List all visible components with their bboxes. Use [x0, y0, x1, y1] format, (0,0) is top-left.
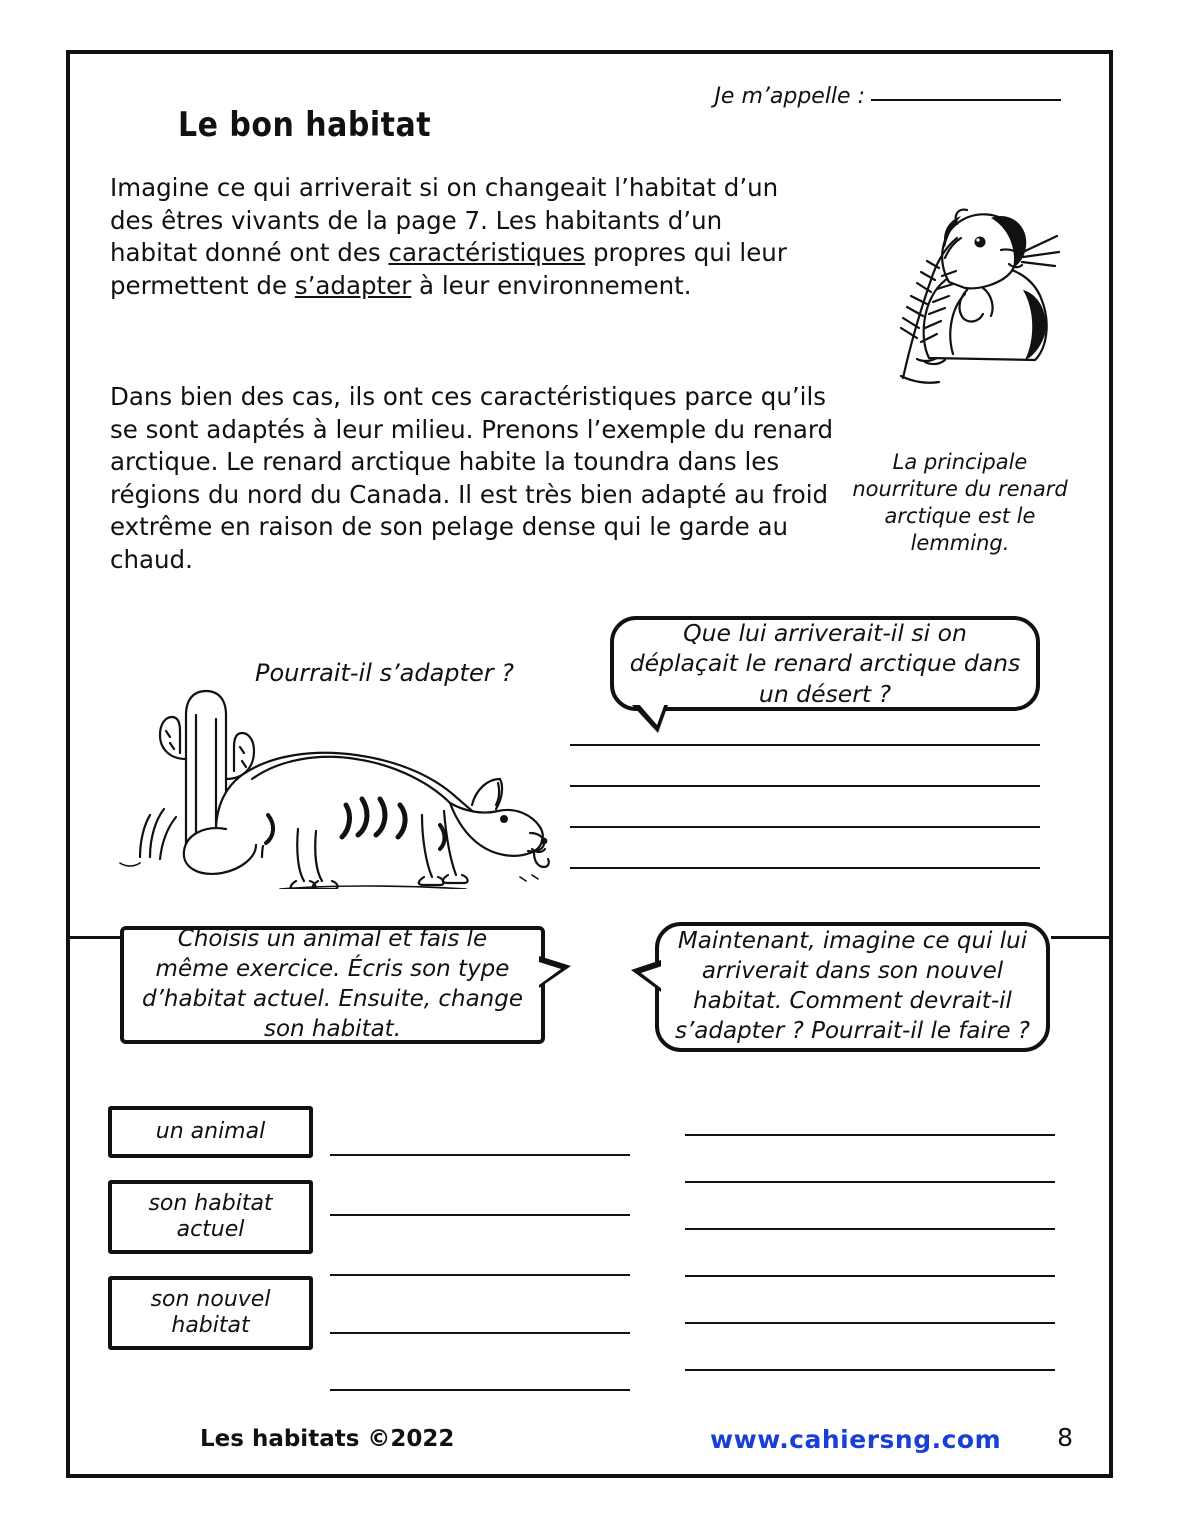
instruction-bubble-imagine [655, 922, 1050, 1052]
lemming-caption: La principale nourriture du renard arctique est le lemming. [852, 450, 1068, 555]
footer-website-link[interactable]: www.cahiersng.com [710, 1425, 1002, 1454]
intro-part-b: propres qui leur permettent de [110, 238, 787, 300]
page-title: Le bon habitat [178, 106, 432, 146]
bubble-tail-inner-icon [539, 962, 561, 985]
right-answer-line-5[interactable] [685, 1322, 1055, 1324]
right-answer-line-3[interactable] [685, 1228, 1055, 1230]
instruction-box-choose-animal [120, 926, 545, 1044]
student-name-label: Je m’appelle : [714, 84, 865, 109]
fox-paragraph: Dans bien des cas, ils ont ces caractéristiques parce qu’ils se sont adaptés à leur milieu. Prenons l’exemple du renard arctique. Le renard arctique habite la toundra dans les régions du nord du Canada. Il est très bien adapté au froid extrême en raison de son pelage dense qui le garde au chaud. [110, 382, 834, 574]
bubble-tail-inner-icon [641, 966, 662, 989]
label-new-habitat-text: son nouvel habitat [150, 1286, 271, 1338]
intro-paragraph [110, 172, 810, 302]
lemming-illustration [841, 162, 1081, 392]
right-answer-line-4[interactable] [685, 1275, 1055, 1277]
footer-copyright: Les habitats ©2022 [200, 1426, 455, 1452]
label-animal-text: un animal [155, 1118, 266, 1144]
instruction-choose-text: Choisis un animal et fais le même exercice. Écris son type d’habitat actuel. Ensuite, change son habitat. [141, 926, 523, 1042]
bubble-tail-inner-icon [638, 703, 665, 725]
intro-part-a: Imagine ce qui arriverait si on changeait l’habitat d’un des êtres vivants de la page 7. Les habitants d’un habitat donné ont des [110, 173, 779, 268]
student-name-blank[interactable] [871, 99, 1061, 101]
answer-line-2[interactable] [570, 785, 1040, 787]
speech-bubble-desert [610, 616, 1040, 711]
label-box-current-habitat [108, 1180, 313, 1254]
right-answer-line-6[interactable] [685, 1369, 1055, 1371]
answer-line-4[interactable] [570, 867, 1040, 869]
left-answer-line-1[interactable] [330, 1154, 630, 1156]
right-answer-line-2[interactable] [685, 1181, 1055, 1183]
answer-line-3[interactable] [570, 826, 1040, 828]
keyword-caracteristiques: caractéristiques [388, 238, 586, 268]
right-answer-line-1[interactable] [685, 1134, 1055, 1136]
keyword-sadapter: s’adapter [294, 270, 412, 300]
left-answer-line-3[interactable] [330, 1274, 630, 1276]
fox-question-caption: Pourrait-il s’adapter ? [255, 659, 514, 687]
label-current-habitat-text: son habitat actuel [148, 1190, 273, 1242]
section-divider-right [1051, 936, 1109, 939]
left-answer-line-2[interactable] [330, 1214, 630, 1216]
worksheet-page [66, 50, 1113, 1478]
answer-line-1[interactable] [570, 744, 1040, 746]
label-box-animal [108, 1106, 313, 1158]
speech-bubble-desert-text: Que lui arriverait-il si on déplaçait le renard arctique dans un désert ? [629, 619, 1021, 708]
label-box-new-habitat [108, 1276, 313, 1350]
left-answer-line-5[interactable] [330, 1389, 630, 1391]
instruction-imagine-text: Maintenant, imagine ce qui lui arriverait dans son nouvel habitat. Comment devrait-il s’adapter ? Pourrait-il le faire ? [674, 928, 1031, 1044]
left-answer-line-4[interactable] [330, 1332, 630, 1334]
student-name-field[interactable] [714, 84, 1061, 109]
page-number: 8 [1057, 1423, 1073, 1452]
intro-part-c: à leur environnement. [411, 270, 692, 300]
